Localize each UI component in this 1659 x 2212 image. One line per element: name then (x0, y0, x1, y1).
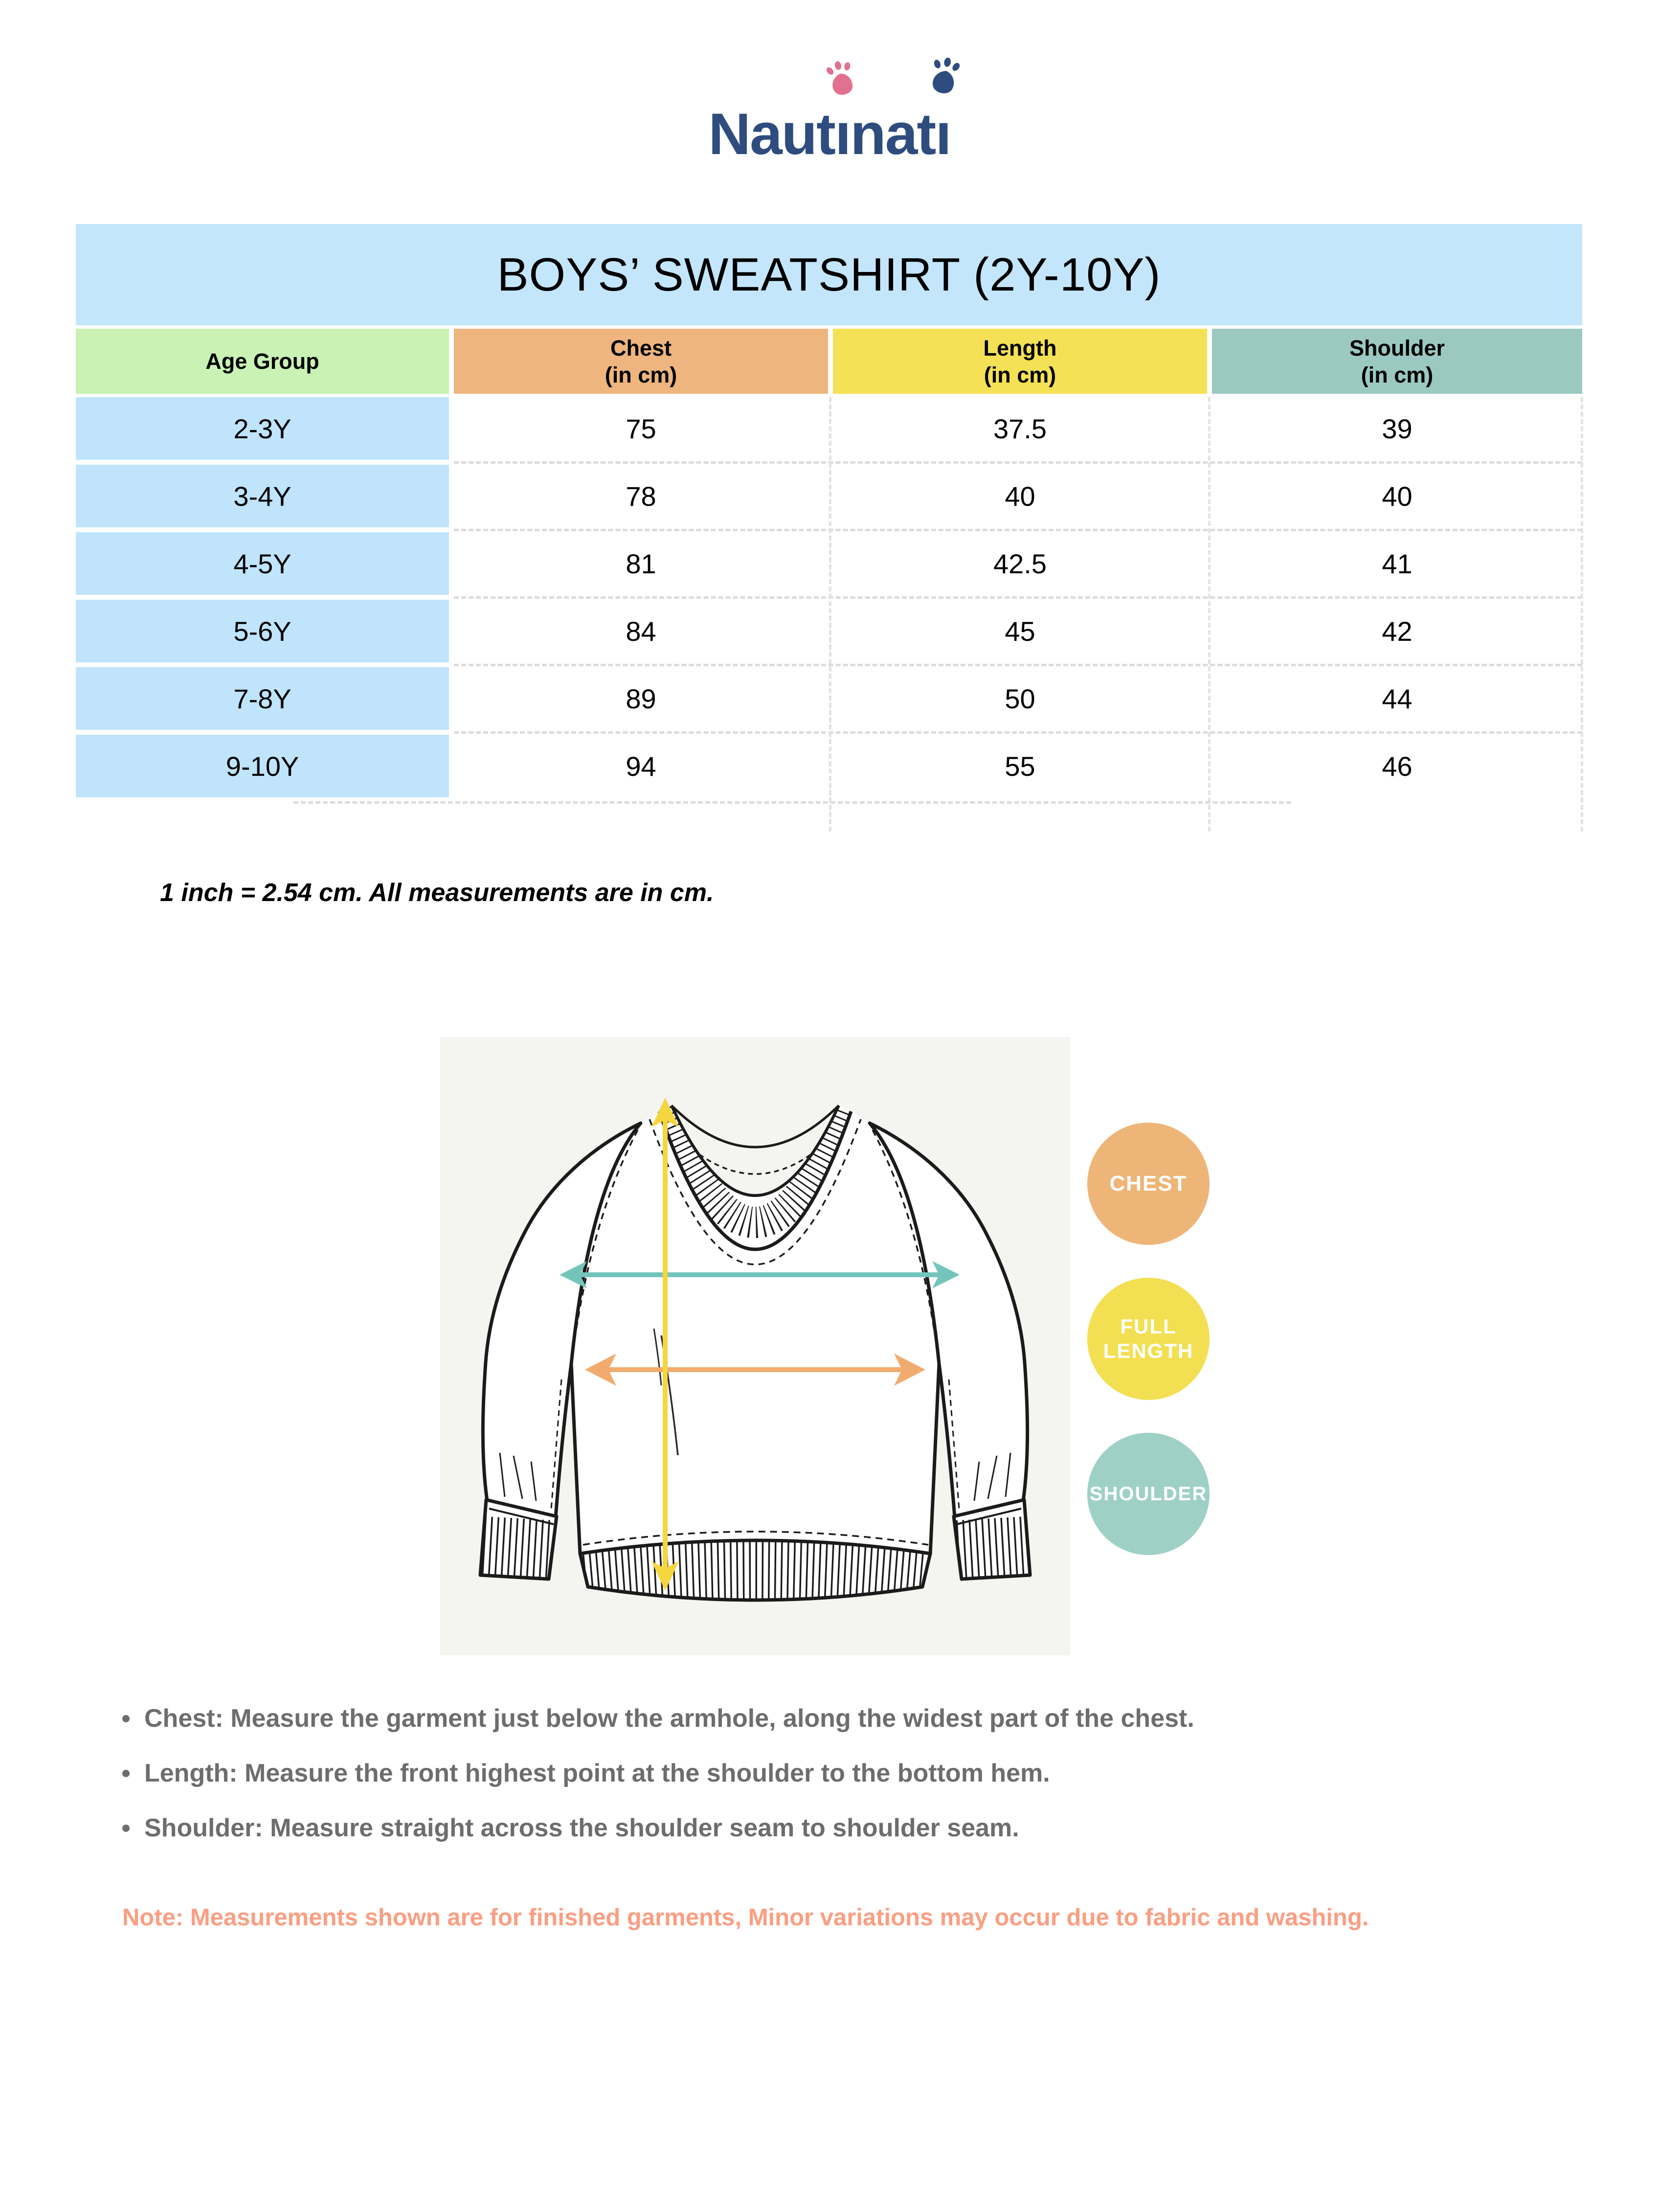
column-header-age-group (76, 329, 449, 394)
bullet-dot-icon (122, 1770, 130, 1777)
list-item (122, 1703, 1590, 1734)
legend-label: CHEST (1109, 1172, 1188, 1196)
length-cell: 42.5 (833, 532, 1207, 595)
sweatshirt-illustration (440, 1037, 1070, 1655)
header-label: Age Group (205, 349, 319, 374)
chest-cell: 75 (454, 397, 828, 460)
guide-text: Chest: Measure the garment just below the armhole, along the widest part of the chest. (144, 1704, 1194, 1733)
chest-cell: 94 (454, 735, 828, 797)
shoulder-cell: 41 (1212, 532, 1582, 595)
legend-label: LENGTH (1103, 1339, 1194, 1362)
shoulder-legend-badge (1087, 1433, 1210, 1555)
age-cell: 4-5Y (76, 532, 449, 595)
legend-label: FULL (1120, 1315, 1177, 1338)
body-shape (571, 1111, 939, 1556)
brand-logo-text: Nautınatı (708, 101, 951, 167)
footnote: Note: Measurements shown are for finished garments, Minor variations may occur due to fabric and washing. (122, 1904, 1369, 1931)
chest-cell: 78 (454, 465, 828, 527)
guide-text: Shoulder: Measure straight across the shoulder seam to shoulder seam. (144, 1814, 1019, 1842)
age-cell: 7-8Y (76, 667, 449, 730)
length-cell: 45 (833, 600, 1207, 662)
bullet-dot-icon (122, 1825, 130, 1832)
table-bottom-border (293, 801, 1291, 804)
column-divider (1208, 397, 1211, 832)
chest-cell: 89 (454, 667, 828, 730)
header-unit: (in cm) (1361, 362, 1434, 387)
length-cell: 55 (833, 735, 1207, 797)
guide-text: Length: Measure the front highest point at the shoulder to the bottom hem. (144, 1759, 1050, 1787)
back-neck-stitch (699, 1154, 811, 1174)
row-divider (454, 461, 1582, 464)
header-unit: (in cm) (605, 362, 677, 387)
shoulder-cell: 42 (1212, 600, 1582, 662)
page-title-text: BOYS’ SWEATSHIRT (2Y-10Y) (497, 248, 1161, 301)
back-neck-line (672, 1106, 839, 1147)
column-header-length (833, 329, 1207, 394)
age-cell: 3-4Y (76, 465, 449, 527)
list-item (122, 1813, 1590, 1844)
age-cell: 2-3Y (76, 397, 449, 460)
shoulder-cell: 46 (1212, 735, 1582, 797)
row-divider (454, 664, 1582, 666)
column-header-shoulder (1212, 329, 1582, 394)
shoulder-cell: 39 (1212, 397, 1582, 460)
age-cell: 5-6Y (76, 600, 449, 662)
measuring-guide (122, 1703, 1590, 1868)
header-label: Length (983, 335, 1057, 361)
column-divider (829, 397, 831, 832)
paw-icon-navy (928, 55, 962, 96)
page-title (76, 224, 1582, 325)
header-label: Shoulder (1349, 335, 1445, 361)
row-divider (454, 731, 1582, 734)
shoulder-cell: 44 (1212, 667, 1582, 730)
chest-legend-badge (1087, 1123, 1210, 1245)
bullet-dot-icon (122, 1715, 130, 1722)
column-header-chest (454, 329, 828, 394)
length-cell: 50 (833, 667, 1207, 730)
conversion-note: 1 inch = 2.54 cm. All measurements are in cm. (160, 879, 714, 907)
list-item (122, 1758, 1590, 1789)
full-length-legend-badge (1087, 1278, 1210, 1400)
length-cell: 40 (833, 465, 1207, 527)
header-unit: (in cm) (984, 362, 1056, 387)
legend-label: SHOULDER (1089, 1483, 1208, 1505)
chest-cell: 81 (454, 532, 828, 595)
age-cell: 9-10Y (76, 735, 449, 797)
column-divider (1581, 397, 1583, 832)
row-divider (454, 529, 1582, 531)
paw-icon-pink (824, 58, 858, 98)
header-label: Chest (610, 335, 672, 361)
shoulder-cell: 40 (1212, 465, 1582, 527)
measurement-diagram-panel (440, 1037, 1070, 1655)
row-divider (454, 596, 1582, 599)
chest-cell: 84 (454, 600, 828, 662)
length-cell: 37.5 (833, 397, 1207, 460)
brand-logo (658, 49, 1001, 196)
